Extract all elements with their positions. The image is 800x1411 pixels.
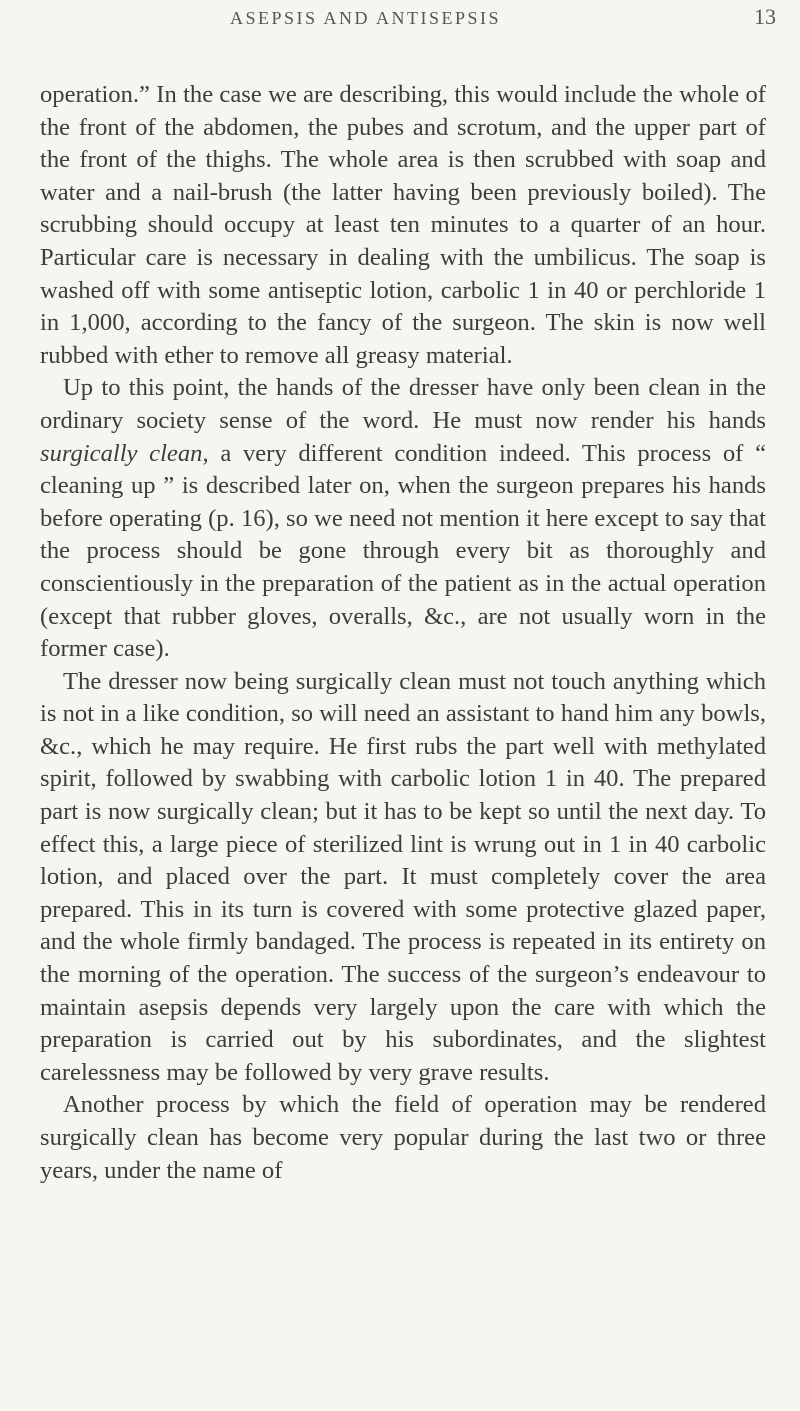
body-text bbox=[40, 79, 766, 1187]
italic-phrase: surgically clean bbox=[40, 439, 203, 467]
text-run: , a very different condition indeed. This process of “ cleaning up ” is described later on, when the surgeon prepares his hands before operating (p. 16), so we need not mention it here except to say that the process should be gone through every bit as thoroughly and conscientiously in the preparation of the patient as in the actual operation (except that rubber gloves, overalls, &c., are not usually worn in the former case). bbox=[40, 439, 766, 663]
paragraph bbox=[40, 79, 766, 372]
running-head bbox=[0, 4, 800, 44]
text-run: Up to this point, the hands of the dresser have only been clean in the ordinary society sense of the word. He must now render his hands bbox=[40, 374, 766, 434]
text-run: Another process by which the field of operation may be rendered surgically clean has become very popular during the last two or three years, under the name of bbox=[40, 1091, 766, 1184]
paragraph bbox=[40, 1089, 766, 1187]
text-run: The dresser now being surgically clean must not touch anything which is not in a like condition, so will need an assistant to hand him any bowls, &c., which he may require. He first rubs the part well with methylated spirit, followed by swabbing with carbolic lotion 1 in 40. The prepared part is now surgically clean; but it has to be kept so until the next day. To effect this, a large piece of sterilized lint is wrung out in 1 in 40 carbolic lotion, and placed over the part. It must completely cover the area prepared. This in its turn is covered with some protective glazed paper, and the whole firmly bandaged. The process is repeated in its entirety on the morning of the operation. The success of the surgeon’s endeavour to maintain asepsis depends very largely upon the care with which the preparation is carried out by his subordinates, and the slightest carelessness may be followed by very grave results. bbox=[40, 667, 766, 1086]
paragraph bbox=[40, 666, 766, 1090]
running-title: ASEPSIS AND ANTISEPSIS bbox=[230, 8, 502, 28]
page-number: 13 bbox=[754, 4, 776, 29]
text-run: operation.” In the case we are describing, this would include the whole of the front of the abdomen, the pubes and scrotum, and the upper part of the front of the thighs. The whole area is then scrubbed with soap and water and a nail-brush (the latter having been previously boiled). The scrubbing should occupy at least ten minutes to a quarter of an hour. Particular care is necessary in dealing with the umbilicus. The soap is washed off with some antiseptic lotion, carbolic 1 in 40 or perchloride 1 in 1,000, according to the fancy of the surgeon. The skin is now well rubbed with ether to remove all greasy material. bbox=[40, 81, 766, 369]
paragraph bbox=[40, 372, 766, 665]
